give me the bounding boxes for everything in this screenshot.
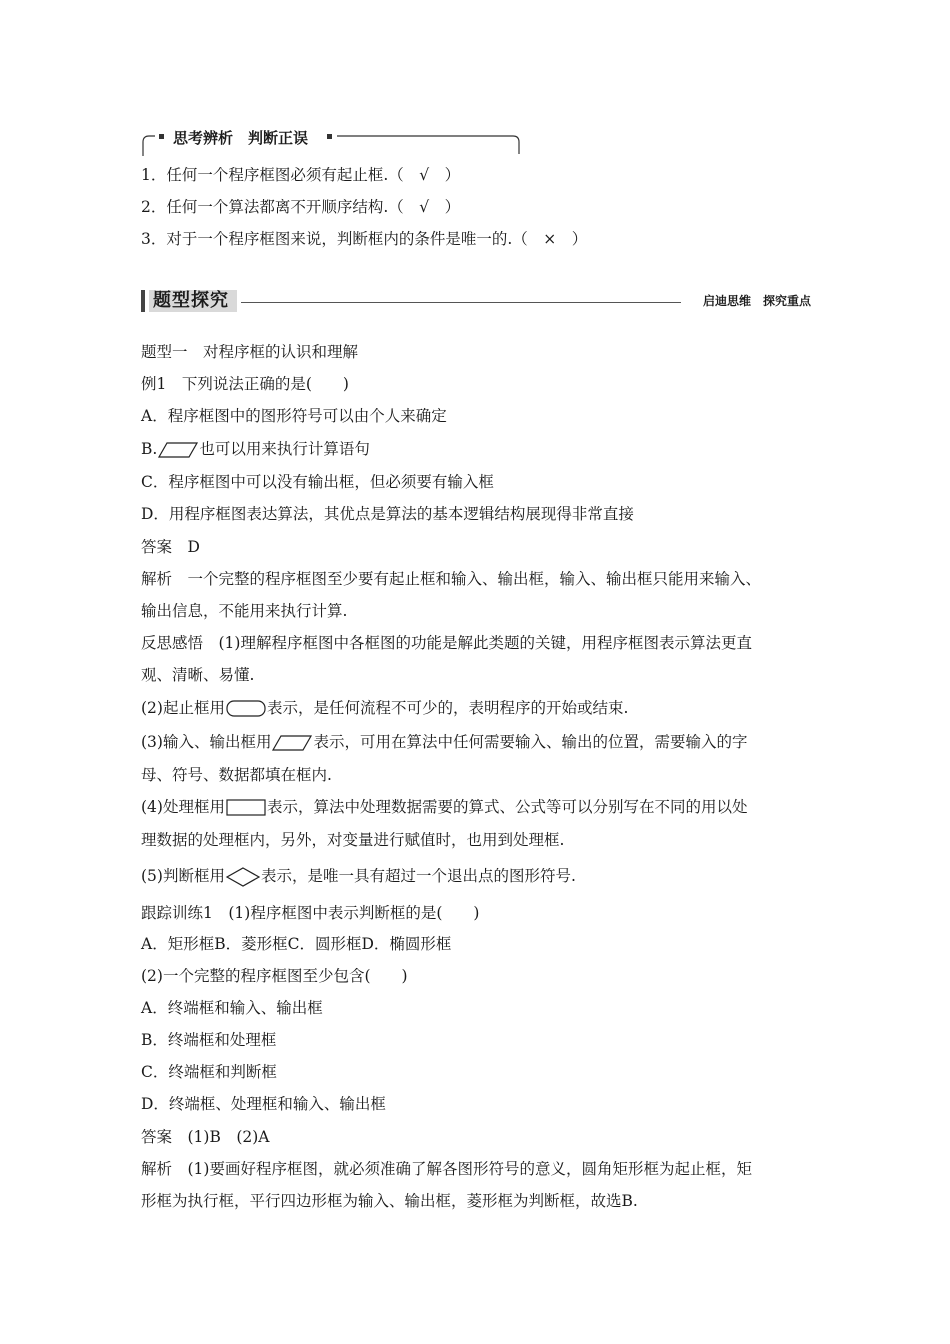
analysis-2-line-2: 形框为执行框，平行四边形框为输入、输出框，菱形框为判断框，故选B. (141, 1192, 638, 1210)
think-title: 思考辨析 判断正误 (173, 129, 309, 147)
think-item-2: 2．任何一个算法都离不开顺序结构.（ √ ） (141, 198, 461, 216)
reflection-line-2: 观、清晰、易懂. (141, 666, 255, 684)
track-2-option-c: C．终端框和判断框 (141, 1063, 277, 1081)
answer-1: 答案 D (141, 538, 200, 556)
track-options-1: A．矩形框B．菱形框C．圆形框D．椭圆形框 (141, 935, 452, 953)
section-title: 题型探究 (153, 290, 229, 311)
reflection-3-text: 表示，可用在算法中任何需要输入、输出的位置，需要输入的字 (313, 733, 748, 751)
reflection-3 (141, 732, 747, 752)
option-b-label: B. (141, 440, 158, 458)
section-subtitle: 启迪思维 探究重点 (702, 294, 811, 308)
reflection-4-line-2: 理数据的处理框内，另外，对变量进行赋值时，也用到处理框. (141, 831, 565, 849)
option-a: A．程序框图中的图形符号可以由个人来确定 (141, 407, 447, 425)
track-question-2: (2)一个完整的程序框图至少包含( ) (141, 967, 408, 985)
type1-heading: 题型一 对程序框的认识和理解 (141, 343, 359, 361)
reflection-3-prefix: (3)输入、输出框用 (141, 733, 272, 751)
example-stem: 例1 下列说法正确的是( ) (141, 375, 349, 393)
reflection-2-prefix: (2)起止框用 (141, 699, 225, 717)
reflection-4-text: 表示，算法中处理数据需要的算式、公式等可以分别写在不同的用以处 (266, 798, 748, 816)
reflection-4 (141, 797, 747, 818)
option-c: C．程序框图中可以没有输出框，但必须要有输入框 (141, 473, 494, 491)
rounded-rectangle-icon (225, 699, 267, 719)
option-d: D．用程序框图表达算法，其优点是算法的基本逻辑结构展现得非常直接 (141, 505, 634, 523)
section-bar (141, 290, 145, 312)
reflection-line-1: 反思感悟 (1)理解程序框图中各框图的功能是解此类题的关键，用程序框图表示算法更直 (141, 634, 752, 652)
analysis-2-line-1: 解析 (1)要画好程序框图，就必须准确了解各图形符号的意义，圆角矩形框为起止框，矩 (141, 1160, 752, 1178)
option-b-text: 也可以用来执行计算语句 (199, 440, 370, 458)
reflection-4-prefix: (4)处理框用 (141, 798, 225, 816)
diamond-icon (225, 866, 261, 888)
analysis-1-line-1: 解析 一个完整的程序框图至少要有起止框和输入、输出框，输入、输出框只能用来输入、 (141, 570, 762, 588)
analysis-1-line-2: 输出信息，不能用来执行计算. (141, 602, 348, 620)
rectangle-icon (225, 798, 267, 818)
reflection-3-line-2: 母、符号、数据都填在框内. (141, 766, 332, 784)
parallelogram-icon (271, 734, 313, 752)
section-rule (241, 302, 681, 303)
reflection-5 (141, 866, 576, 888)
think-item-3: 3．对于一个程序框图来说，判断框内的条件是唯一的.（ × ） (141, 230, 588, 248)
track-2-option-a: A．终端框和输入、输出框 (141, 999, 323, 1017)
answer-2: 答案 (1)B (2)A (141, 1128, 270, 1146)
track-2-option-b: B．终端框和处理框 (141, 1031, 277, 1049)
track-2-option-d: D．终端框、处理框和输入、输出框 (141, 1095, 386, 1113)
reflection-5-text: 表示，是唯一具有超过一个退出点的图形符号. (260, 867, 576, 885)
reflection-5-prefix: (5)判断框用 (141, 867, 225, 885)
section-header (141, 288, 811, 316)
parallelogram-icon (157, 441, 199, 459)
track-question-1: 跟踪训练1 (1)程序框图中表示判断框的是( ) (141, 904, 480, 922)
think-item-1: 1．任何一个程序框图必须有起止框.（ √ ） (141, 166, 461, 184)
reflection-2 (141, 698, 628, 719)
option-b (141, 439, 370, 459)
think-section-header (141, 128, 521, 158)
reflection-2-text: 表示，是任何流程不可少的，表明程序的开始或结束. (266, 699, 629, 717)
